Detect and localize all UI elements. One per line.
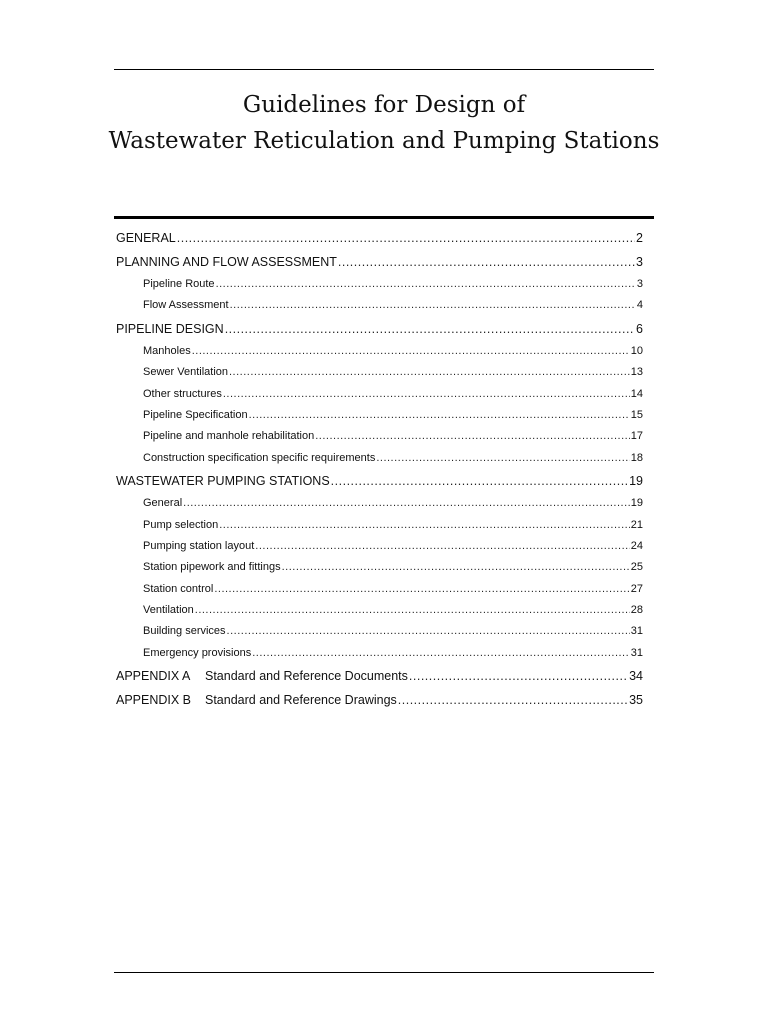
toc-entry-page-number: 17 [630, 430, 643, 443]
toc-entry[interactable] [116, 643, 643, 664]
toc-entry-label: Station pipework and fittings [143, 561, 281, 574]
toc-entry-label: Pumping station layout [143, 539, 255, 552]
toc-entry-label: Pipeline and manhole rehabilitation [143, 430, 315, 443]
dot-leader [227, 621, 630, 642]
dot-leader [398, 688, 628, 712]
toc-entry-page-number: 6 [636, 321, 643, 336]
dot-leader [229, 362, 630, 383]
toc-entry-label: Other structures [143, 387, 222, 400]
toc-entry-code: APPENDIX B [116, 693, 192, 708]
toc-entry[interactable] [116, 226, 643, 250]
toc-entry[interactable] [116, 405, 643, 426]
dot-leader [249, 405, 630, 426]
toc-entry[interactable] [116, 250, 643, 274]
dot-leader [225, 317, 635, 341]
dot-leader [230, 295, 636, 316]
toc-entry-page-number: 15 [630, 408, 643, 421]
toc-entry-page-number: 4 [636, 299, 643, 312]
toc-entry[interactable] [116, 515, 643, 536]
toc-entry-page-number: 13 [630, 366, 643, 379]
toc-entry[interactable] [116, 426, 643, 447]
toc-entry-title: Standard and Reference Documents [205, 669, 408, 684]
dot-leader [376, 448, 629, 469]
dot-leader [219, 515, 630, 536]
toc-entry-label: WASTEWATER PUMPING STATIONS [116, 474, 330, 489]
toc-entry[interactable] [116, 295, 643, 316]
toc-entry[interactable] [116, 664, 643, 688]
toc-entry-page-number: 31 [630, 646, 643, 659]
toc-entry[interactable] [116, 579, 643, 600]
table-of-contents [116, 226, 643, 712]
dot-leader [216, 274, 636, 295]
toc-entry[interactable] [116, 536, 643, 557]
dot-leader [214, 579, 629, 600]
toc-entry[interactable] [116, 384, 643, 405]
toc-entry[interactable] [116, 557, 643, 578]
toc-entry-label [116, 664, 408, 688]
document-title-line-1: Guidelines for Design of [242, 92, 526, 118]
toc-entry-page-number: 27 [630, 582, 643, 595]
toc-entry-page-number: 18 [630, 451, 643, 464]
dot-leader [177, 226, 635, 250]
toc-entry-label: Sewer Ventilation [143, 366, 228, 379]
toc-entry[interactable] [116, 317, 643, 341]
toc-entry-page-number: 19 [629, 474, 643, 489]
toc-entry-label [116, 688, 397, 712]
dot-leader [252, 643, 630, 664]
toc-entry-page-number: 28 [630, 604, 643, 617]
toc-entry-label: Pipeline Specification [143, 408, 248, 421]
toc-entry[interactable] [116, 621, 643, 642]
toc-entry-label: Flow Assessment [143, 299, 229, 312]
dot-leader [192, 341, 630, 362]
toc-entry-page-number: 3 [636, 278, 643, 290]
toc-entry-page-number: 25 [630, 561, 643, 574]
toc-entry-label: PLANNING AND FLOW ASSESSMENT [116, 255, 337, 269]
toc-entry-label: PIPELINE DESIGN [116, 321, 224, 336]
toc-entry[interactable] [116, 341, 643, 362]
toc-entry-title: Standard and Reference Drawings [205, 693, 397, 708]
dot-leader [338, 250, 635, 274]
dot-leader [409, 664, 628, 688]
toc-entry-label: Construction specification specific requirements [143, 451, 376, 464]
toc-header-rule [114, 216, 654, 219]
toc-entry-page-number: 19 [630, 497, 643, 510]
toc-entry-page-number: 21 [630, 518, 643, 531]
toc-entry[interactable] [116, 362, 643, 383]
toc-entry-code: APPENDIX A [116, 669, 191, 684]
toc-entry-page-number: 31 [630, 625, 643, 638]
toc-entry-page-number: 35 [629, 693, 643, 708]
toc-entry-page-number: 10 [630, 344, 643, 357]
toc-entry-page-number: 34 [629, 669, 643, 684]
toc-entry-label: General [143, 497, 183, 510]
toc-entry-label: Station control [143, 582, 214, 595]
dot-leader [223, 384, 630, 405]
toc-entry-page-number: 3 [636, 255, 643, 269]
dot-leader [195, 600, 630, 621]
toc-entry-label: Pipeline Route [143, 278, 215, 290]
toc-entry[interactable] [116, 274, 643, 295]
toc-entry-page-number: 2 [636, 231, 643, 245]
bottom-rule [114, 972, 654, 973]
toc-entry-label: Pump selection [143, 518, 219, 531]
toc-entry[interactable] [116, 493, 643, 514]
toc-entry-page-number: 14 [630, 387, 643, 400]
top-rule [114, 69, 654, 70]
document-title-line-2: Wastewater Reticulation and Pumping Stations [108, 128, 660, 154]
toc-entry[interactable] [116, 600, 643, 621]
toc-entry-label: Manholes [143, 344, 191, 357]
toc-entry[interactable] [116, 469, 643, 493]
toc-entry[interactable] [116, 688, 643, 712]
toc-entry-label: Ventilation [143, 604, 194, 617]
dot-leader [331, 469, 628, 493]
toc-entry-label: Emergency provisions [143, 646, 252, 659]
toc-entry-page-number: 24 [630, 539, 643, 552]
toc-entry[interactable] [116, 448, 643, 469]
dot-leader [183, 493, 630, 514]
toc-entry-label: GENERAL [116, 231, 176, 245]
dot-leader [282, 557, 630, 578]
toc-entry-label: Building services [143, 625, 226, 638]
dot-leader [255, 536, 629, 557]
dot-leader [315, 426, 630, 447]
